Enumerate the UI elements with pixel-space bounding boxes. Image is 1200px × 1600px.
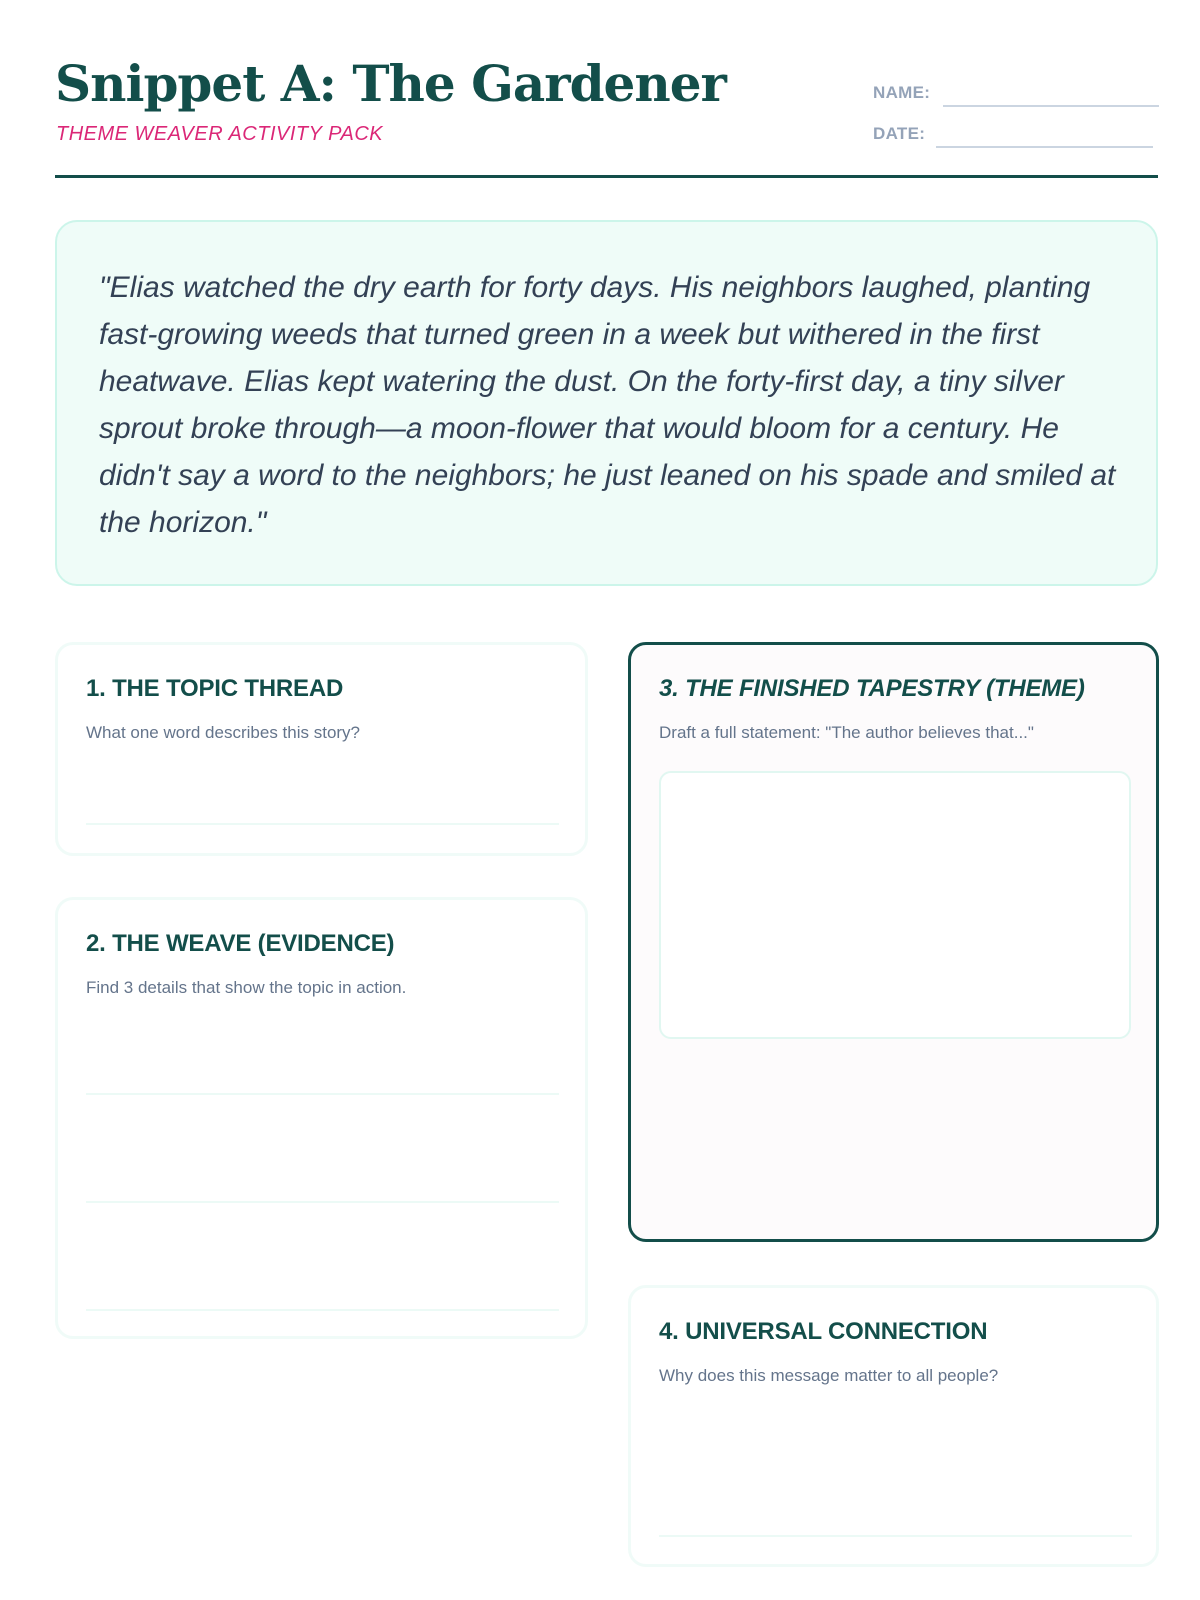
story-quote-text: "Elias watched the dry earth for forty days. His neighbors laughed, planting fast-growing weeds that turned green in a week but withered in the first heatwave. Elias kept watering the dust. On the forty-first day, a tiny silver sprout broke through—a moon-flower that would bloom for a century. He didn't say a word to the neighbors; he just leaned on his spade and smiled at the horizon." [99,271,1116,539]
universal-connection-card [628,1285,1159,1567]
section-prompt: What one word describes this story? [86,723,361,742]
answer-line[interactable] [659,1535,1132,1537]
section-heading: 1. THE TOPIC THREAD [86,675,344,702]
page-subtitle: THEME WEAVER ACTIVITY PACK [56,123,384,145]
name-input-line[interactable] [943,105,1159,107]
name-label: NAME: [873,83,931,102]
page-title: Snippet A: The Gardener [55,54,726,113]
evidence-line-1[interactable] [86,1093,559,1095]
date-label: DATE: [873,124,926,143]
name-field[interactable] [873,79,1159,107]
section-heading: 3. THE FINISHED TAPESTRY (THEME) [659,675,1085,702]
weave-evidence-card [55,897,588,1339]
evidence-line-2[interactable] [86,1201,559,1203]
section-prompt: Find 3 details that show the topic in action. [86,978,407,997]
section-prompt: Draft a full statement: "The author believes that..." [659,723,1034,742]
topic-thread-card [55,642,588,856]
worksheet-header [55,50,1158,178]
story-quote-box [55,220,1158,586]
evidence-line-3[interactable] [86,1309,559,1311]
theme-statement-box[interactable] [659,771,1131,1039]
section-heading: 4. UNIVERSAL CONNECTION [659,1318,988,1345]
date-field[interactable] [873,120,1153,148]
finished-tapestry-card [628,642,1159,1242]
section-heading: 2. THE WEAVE (EVIDENCE) [86,930,395,957]
section-prompt: Why does this message matter to all people? [659,1366,999,1385]
date-input-line[interactable] [936,146,1153,148]
answer-line[interactable] [86,823,559,825]
